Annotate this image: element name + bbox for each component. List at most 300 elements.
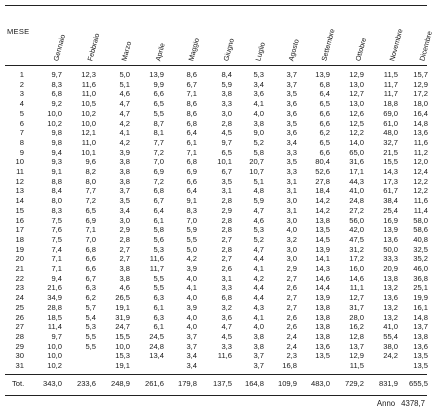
- table-cell: 16,1: [413, 302, 428, 312]
- table-cell: 13,2: [383, 283, 398, 293]
- table-cell: 65,0: [349, 147, 364, 157]
- table-cell: 6,6: [319, 147, 330, 157]
- table-cell: 6,7: [186, 79, 197, 89]
- table-cell: 13,6: [383, 293, 398, 303]
- day-number: 19: [15, 244, 24, 254]
- table-cell: 3,6: [253, 89, 264, 99]
- table-cell: 17,2: [413, 89, 428, 99]
- table-cell: 3,6: [286, 108, 297, 118]
- month-header: [142, 8, 176, 64]
- table-cell: 4,7: [119, 99, 130, 109]
- table-cell: 13,8: [315, 322, 330, 332]
- table-cell: 13,6: [315, 341, 330, 351]
- table-cell: 8,8: [51, 176, 62, 186]
- table-cell: 13,6: [413, 341, 428, 351]
- table-cell: 3,6: [286, 99, 297, 109]
- table-cell: 21,5: [383, 147, 398, 157]
- table-cell: 13,5: [413, 361, 428, 370]
- table-cell: 4,1: [253, 264, 264, 273]
- table-cell: 80,4: [315, 157, 330, 167]
- month-header-label: Febbraio: [85, 32, 102, 62]
- table-row: [0, 148, 432, 158]
- table-cell: 13,2: [383, 312, 398, 322]
- table-cell: 5,5: [153, 273, 164, 283]
- table-cell: 9,1: [51, 167, 62, 176]
- table-cell: 4,0: [186, 322, 197, 332]
- table-cell: 19,1: [115, 302, 130, 312]
- table-cell: 13,9: [315, 293, 330, 303]
- month-total: 179,8: [177, 379, 197, 388]
- day-number: 16: [15, 215, 24, 225]
- table-cell: 7,2: [153, 176, 164, 186]
- table-cell: 8,4: [221, 70, 232, 79]
- month-header: [108, 8, 142, 64]
- table-cell: 52,6: [315, 167, 330, 176]
- table-cell: 4,7: [253, 205, 264, 215]
- table-cell: 3,5: [286, 89, 297, 99]
- table-cell: 8,4: [51, 186, 62, 196]
- table-cell: 4,8: [253, 186, 264, 196]
- day-number: 7: [19, 128, 24, 138]
- table-cell: 31,7: [349, 302, 364, 312]
- day-number: 26: [15, 312, 24, 322]
- table-cell: 3,3: [286, 147, 297, 157]
- table-cell: 3,8: [119, 273, 130, 283]
- day-number: 27: [15, 322, 24, 332]
- table-cell: 13,7: [413, 322, 428, 332]
- table-cell: 2,8: [221, 215, 232, 225]
- table-cell: 3,4: [286, 137, 297, 147]
- table-cell: 7,0: [153, 157, 164, 167]
- month-header: [40, 8, 74, 64]
- table-cell: 28,8: [47, 302, 62, 312]
- table-cell: 3,8: [119, 264, 130, 273]
- table-cell: 5,0: [119, 70, 130, 79]
- table-cell: 6,3: [153, 293, 164, 303]
- table-cell: 13,7: [349, 341, 364, 351]
- table-cell: 4,1: [186, 283, 197, 293]
- table-cell: 7,0: [85, 234, 96, 244]
- table-cell: 50,0: [383, 244, 398, 254]
- table-cell: 2,8: [119, 234, 130, 244]
- table-row: [0, 196, 432, 206]
- table-cell: 11,6: [413, 196, 428, 206]
- table-cell: 5,9: [186, 225, 197, 235]
- totals-row: [0, 379, 432, 389]
- table-cell: 7,2: [85, 196, 96, 206]
- day-number: 14: [15, 196, 24, 206]
- table-cell: 3,3: [286, 167, 297, 176]
- table-row: [0, 303, 432, 313]
- table-cell: 4,4: [253, 254, 264, 264]
- month-header: [242, 8, 276, 64]
- table-cell: 2,6: [286, 322, 297, 332]
- table-cell: 11,4: [413, 205, 428, 215]
- table-cell: 11,6: [81, 79, 96, 89]
- day-number: 24: [15, 293, 24, 303]
- day-number: 18: [15, 234, 24, 244]
- table-cell: 7,0: [186, 215, 197, 225]
- table-cell: 4,1: [253, 99, 264, 109]
- table-cell: 6,9: [153, 167, 164, 176]
- table-cell: 13,8: [383, 273, 398, 283]
- table-cell: 3,8: [253, 118, 264, 128]
- table-cell: 6,7: [221, 167, 232, 176]
- table-cell: 8,2: [85, 167, 96, 176]
- table-cell: 6,4: [186, 128, 197, 138]
- table-cell: 13,4: [149, 351, 164, 361]
- table-cell: 3,8: [119, 176, 130, 186]
- table-cell: 4,2: [186, 254, 197, 264]
- table-cell: 7,1: [186, 147, 197, 157]
- table-cell: 8,3: [186, 205, 197, 215]
- table-cell: 6,5: [85, 205, 96, 215]
- table-cell: 12,9: [349, 351, 364, 361]
- table-cell: 8,6: [186, 70, 197, 79]
- table-cell: 3,4: [186, 351, 197, 361]
- table-cell: 24,2: [383, 351, 398, 361]
- month-header-label: Luglio: [253, 41, 267, 62]
- table-cell: 6,5: [153, 99, 164, 109]
- table-cell: 20,7: [249, 157, 264, 167]
- table-cell: 5,2: [253, 137, 264, 147]
- table-cell: 3,5: [119, 196, 130, 206]
- table-cell: 6,6: [85, 254, 96, 264]
- day-number: 31: [15, 361, 24, 370]
- table-cell: 5,3: [253, 225, 264, 235]
- month-header-label: Novembre: [387, 27, 405, 62]
- day-number: 12: [15, 176, 24, 186]
- table-cell: 2,8: [221, 118, 232, 128]
- table-cell: 10,2: [81, 108, 96, 118]
- table-cell: 13,5: [315, 351, 330, 361]
- table-cell: 34,9: [47, 293, 62, 303]
- month-total: 343,0: [42, 379, 62, 388]
- day-number: 3: [19, 89, 24, 99]
- table-cell: 8,6: [186, 108, 197, 118]
- table-cell: 2,8: [221, 196, 232, 206]
- table-cell: 19,1: [115, 361, 130, 370]
- table-cell: 13,6: [383, 234, 398, 244]
- table-cell: 9,8: [51, 137, 62, 147]
- table-cell: 36,8: [413, 273, 428, 283]
- table-cell: 46,0: [413, 264, 428, 273]
- table-row: [0, 351, 432, 361]
- table-row: [0, 264, 432, 274]
- table-cell: 11,6: [149, 254, 164, 264]
- table-row: [0, 128, 432, 138]
- table-cell: 14,2: [315, 205, 330, 215]
- month-header: [406, 8, 440, 64]
- table-cell: 17,1: [349, 167, 364, 176]
- table-row: [0, 322, 432, 332]
- table-cell: 47,5: [349, 234, 364, 244]
- table-cell: 3,0: [119, 215, 130, 225]
- month-total: 233,6: [76, 379, 96, 388]
- table-cell: 3,9: [186, 302, 197, 312]
- table-cell: 12,9: [413, 79, 428, 89]
- table-row: [0, 313, 432, 323]
- table-cell: 5,5: [153, 283, 164, 293]
- table-cell: 4,3: [253, 302, 264, 312]
- month-total: 261,6: [144, 379, 164, 388]
- table-cell: 6,8: [153, 186, 164, 196]
- table-cell: 31,6: [349, 157, 364, 167]
- day-number: 13: [15, 186, 24, 196]
- day-number: 4: [19, 99, 24, 109]
- table-cell: 16,4: [413, 108, 428, 118]
- table-cell: 13,8: [315, 312, 330, 322]
- table-cell: 3,5: [286, 157, 297, 167]
- table-cell: 3,9: [119, 147, 130, 157]
- table-row: [0, 206, 432, 216]
- table-cell: 3,7: [286, 79, 297, 89]
- table-cell: 13,8: [315, 302, 330, 312]
- table-cell: 3,6: [286, 128, 297, 138]
- table-cell: 4,5: [221, 128, 232, 138]
- month-header-label: Gennaio: [51, 33, 68, 62]
- table-cell: 15,7: [413, 70, 428, 79]
- table-cell: 3,4: [186, 361, 197, 370]
- table-row: [0, 70, 432, 80]
- table-cell: 11,1: [349, 283, 364, 293]
- table-cell: 2,6: [221, 264, 232, 273]
- table-cell: 9,4: [51, 273, 62, 283]
- table-cell: 4,1: [253, 312, 264, 322]
- table-cell: 12,2: [413, 186, 428, 196]
- table-cell: 3,1: [286, 205, 297, 215]
- table-cell: 14,3: [383, 167, 398, 176]
- table-cell: 40,8: [413, 234, 428, 244]
- table-cell: 3,1: [286, 186, 297, 196]
- table-cell: 6,5: [319, 137, 330, 147]
- table-cell: 42,0: [349, 225, 364, 235]
- table-cell: 5,9: [253, 196, 264, 206]
- table-cell: 44,3: [349, 176, 364, 186]
- table-cell: 3,7: [286, 70, 297, 79]
- table-cell: 58,0: [413, 215, 428, 225]
- table-row: [0, 167, 432, 177]
- month-header-label: Giugno: [221, 37, 237, 62]
- table-cell: 6,3: [153, 312, 164, 322]
- day-number: 2: [19, 79, 24, 89]
- table-cell: 10,2: [47, 118, 62, 128]
- day-number: 11: [16, 167, 24, 176]
- table-cell: 4,6: [253, 215, 264, 225]
- month-total: 248,9: [110, 379, 130, 388]
- table-cell: 3,8: [119, 167, 130, 176]
- table-cell: 6,9: [85, 215, 96, 225]
- table-cell: 7,6: [51, 225, 62, 235]
- table-row: [0, 342, 432, 352]
- table-cell: 6,7: [153, 196, 164, 206]
- table-cell: 12,9: [349, 70, 364, 79]
- table-cell: 19,9: [413, 293, 428, 303]
- table-cell: 10,0: [81, 118, 96, 128]
- table-cell: 6,8: [51, 89, 62, 99]
- table-cell: 16,2: [349, 322, 364, 332]
- day-number: 15: [15, 205, 24, 215]
- table-cell: 6,2: [85, 293, 96, 303]
- table-cell: 9,0: [253, 128, 264, 138]
- table-cell: 69,0: [383, 108, 398, 118]
- month-total: 164,8: [244, 379, 264, 388]
- table-cell: 11,0: [81, 137, 96, 147]
- table-cell: 9,7: [51, 70, 62, 79]
- month-header-label: Dicembre: [417, 29, 434, 63]
- table-cell: 11,2: [413, 147, 428, 157]
- table-cell: 6,8: [186, 157, 197, 167]
- table-cell: 6,8: [85, 244, 96, 254]
- table-cell: 9,9: [153, 79, 164, 89]
- table-cell: 5,3: [85, 322, 96, 332]
- table-cell: 17,3: [383, 176, 398, 186]
- table-cell: 6,6: [153, 89, 164, 99]
- month-header: [210, 8, 244, 64]
- table-cell: 27,2: [349, 205, 364, 215]
- table-cell: 4,0: [253, 108, 264, 118]
- table-cell: 58,6: [413, 225, 428, 235]
- table-cell: 6,8: [319, 79, 330, 89]
- table-cell: 41,0: [349, 186, 364, 196]
- table-cell: 3,3: [221, 99, 232, 109]
- table-cell: 6,2: [319, 128, 330, 138]
- table-cell: 20,9: [383, 264, 398, 273]
- table-row: [0, 254, 432, 264]
- table-cell: 14,0: [349, 137, 364, 147]
- month-total: 729,2: [344, 379, 364, 388]
- table-cell: 14,6: [349, 273, 364, 283]
- table-cell: 7,1: [85, 225, 96, 235]
- table-cell: 2,9: [286, 264, 297, 273]
- table-cell: 13,9: [149, 70, 164, 79]
- table-cell: 16,8: [282, 361, 297, 370]
- table-cell: 6,5: [319, 99, 330, 109]
- table-cell: 61,7: [383, 186, 398, 196]
- table-cell: 6,9: [186, 167, 197, 176]
- table-cell: 10,7: [249, 167, 264, 176]
- table-cell: 24,8: [349, 196, 364, 206]
- table-cell: 12,6: [349, 108, 364, 118]
- table-cell: 13,6: [413, 128, 428, 138]
- table-cell: 10,0: [47, 351, 62, 361]
- table-cell: 8,0: [51, 196, 62, 206]
- table-cell: 2,7: [221, 234, 232, 244]
- table-cell: 7,4: [51, 244, 62, 254]
- table-cell: 3,8: [221, 89, 232, 99]
- table-cell: 15,5: [115, 331, 130, 341]
- table-row: [0, 80, 432, 90]
- table-cell: 24,8: [149, 341, 164, 351]
- table-cell: 6,3: [85, 283, 96, 293]
- table-cell: 4,0: [186, 293, 197, 303]
- table-cell: 4,6: [119, 89, 130, 99]
- table-cell: 7,1: [51, 264, 62, 273]
- table-cell: 9,2: [51, 99, 62, 109]
- table-cell: 12,4: [413, 167, 428, 176]
- table-cell: 8,3: [51, 79, 62, 89]
- table-cell: 24,7: [115, 322, 130, 332]
- table-cell: 2,7: [286, 273, 297, 283]
- table-cell: 2,6: [286, 312, 297, 322]
- table-cell: 4,0: [186, 312, 197, 322]
- table-cell: 4,2: [253, 273, 264, 283]
- table-cell: 7,2: [153, 147, 164, 157]
- table-cell: 3,0: [286, 244, 297, 254]
- table-cell: 11,5: [383, 70, 398, 79]
- table-cell: 4,2: [119, 137, 130, 147]
- table-row: [0, 245, 432, 255]
- table-cell: 9,7: [51, 331, 62, 341]
- table-cell: 4,5: [221, 331, 232, 341]
- day-number: 29: [15, 341, 24, 351]
- totals-label: Tot.: [12, 379, 25, 388]
- table-cell: 5,5: [186, 234, 197, 244]
- table-cell: 13,9: [315, 244, 330, 254]
- month-column-label: MESE: [7, 27, 30, 36]
- table-row: [0, 274, 432, 284]
- table-cell: 3,3: [221, 283, 232, 293]
- table-cell: 17,2: [349, 254, 364, 264]
- table-cell: 11,7: [149, 264, 164, 273]
- table-cell: 8,1: [153, 128, 164, 138]
- table-cell: 13,0: [349, 99, 364, 109]
- table-cell: 3,0: [286, 215, 297, 225]
- table-cell: 6,8: [186, 118, 197, 128]
- table-cell: 3,8: [253, 331, 264, 341]
- month-header: [175, 8, 209, 64]
- table-cell: 31,2: [349, 244, 364, 254]
- table-cell: 9,3: [51, 157, 62, 167]
- table-row: [0, 89, 432, 99]
- table-cell: 4,2: [119, 118, 130, 128]
- table-cell: 6,6: [319, 108, 330, 118]
- table-cell: 3,4: [119, 205, 130, 215]
- table-cell: 3,2: [286, 234, 297, 244]
- month-total: 137,5: [212, 379, 232, 388]
- table-cell: 5,5: [85, 331, 96, 341]
- day-number: 6: [19, 118, 24, 128]
- table-cell: 6,6: [85, 264, 96, 273]
- table-cell: 5,5: [85, 341, 96, 351]
- table-cell: 2,9: [221, 205, 232, 215]
- table-cell: 5,5: [153, 108, 164, 118]
- table-cell: 2,4: [286, 341, 297, 351]
- table-cell: 14,5: [315, 234, 330, 244]
- table-cell: 7,1: [51, 254, 62, 264]
- table-row: [0, 119, 432, 129]
- table-cell: 12,2: [349, 128, 364, 138]
- table-cell: 4,7: [119, 108, 130, 118]
- table-cell: 6,4: [319, 89, 330, 99]
- table-cell: 4,6: [119, 283, 130, 293]
- table-cell: 56,0: [349, 215, 364, 225]
- table-cell: 31,9: [115, 312, 130, 322]
- table-row: [0, 177, 432, 187]
- table-cell: 5,8: [153, 225, 164, 235]
- table-cell: 3,1: [221, 273, 232, 283]
- day-number: 17: [15, 225, 24, 235]
- table-cell: 27,8: [315, 176, 330, 186]
- month-header-label: Maggio: [186, 36, 202, 62]
- month-header: [308, 8, 342, 64]
- day-number: 20: [15, 254, 24, 264]
- table-cell: 10,1: [81, 147, 96, 157]
- table-cell: 5,3: [253, 70, 264, 79]
- table-cell: 4,0: [286, 225, 297, 235]
- table-cell: 5,4: [85, 312, 96, 322]
- table-cell: 6,1: [153, 322, 164, 332]
